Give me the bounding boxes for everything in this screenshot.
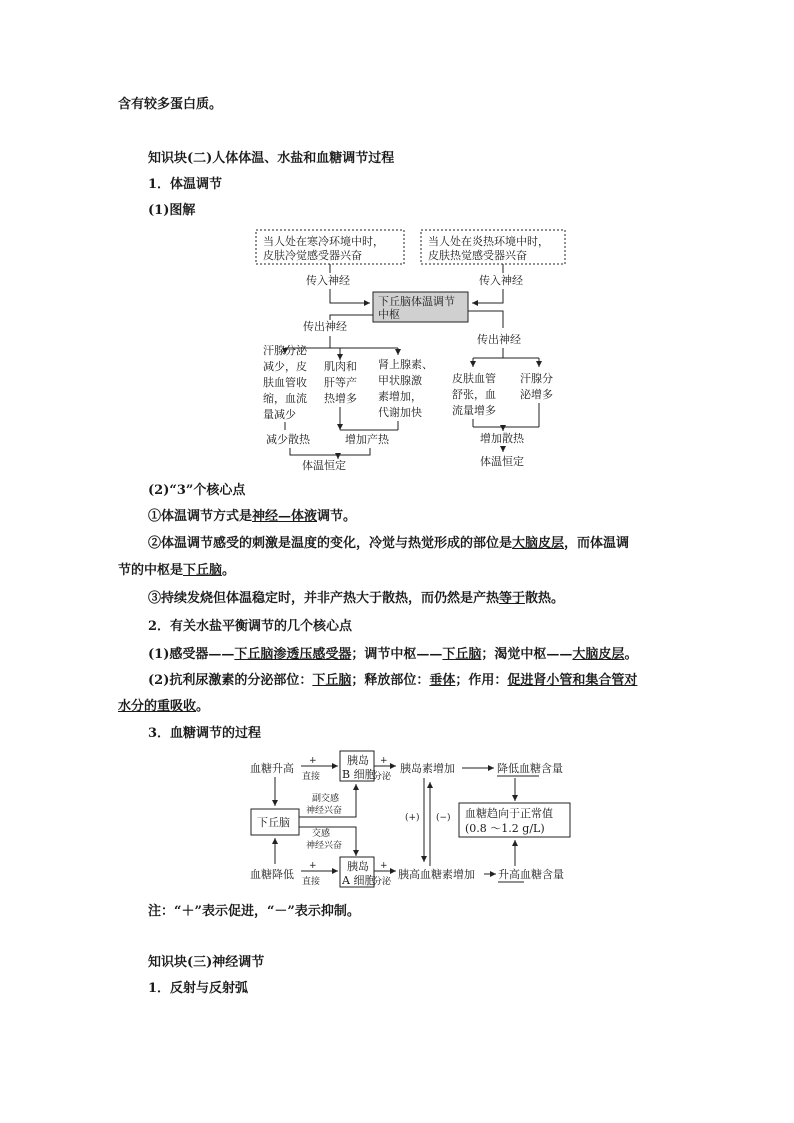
plus-bottom-2: +	[380, 861, 388, 871]
thermo-point-1: ①体温调节方式是神经—体液调节。	[148, 509, 357, 524]
insulin-increase: 胰岛素增加	[400, 762, 455, 775]
section-title: 知识块(二)人体体温、水盐和血糖调节过程	[148, 151, 395, 166]
hypothalamus-label: 下丘脑	[257, 816, 290, 829]
water-point-2a: (2)抗利尿激素的分泌部位：下丘脑；释放部位：垂体；作用：促进肾小管和集合管对	[148, 673, 638, 688]
svg-text:肝等产: 肝等产	[324, 376, 357, 389]
plus-top-1: +	[309, 756, 317, 766]
sweat-increase-text	[520, 371, 553, 401]
intro-line: 含有较多蛋白质。	[118, 97, 223, 112]
muscle-liver-text	[324, 360, 357, 405]
afferent-right-label: 传入神经	[479, 274, 523, 287]
glucose-diagram	[0, 740, 794, 890]
water-heading: 2．有关水盐平衡调节的几个核心点	[148, 619, 353, 634]
parasym-line1: 副交感	[312, 794, 340, 804]
svg-text:代谢加快: 代谢加快	[378, 406, 422, 419]
svg-text:汗腺分泌: 汗腺分泌	[263, 344, 307, 357]
glucose-note: 注：“＋”表示促进，“－”表示抑制。	[148, 904, 360, 919]
negative-label: (−)	[436, 813, 451, 823]
glucose-low: 血糖降低	[250, 868, 294, 881]
svg-text:缩，血流: 缩，血流	[263, 392, 307, 405]
raise-glucose: 升高血糖含量	[498, 868, 564, 881]
plus-bottom-1: +	[309, 861, 317, 871]
afferent-left-label: 传入神经	[306, 274, 350, 287]
svg-text:流量增多: 流量增多	[452, 404, 496, 417]
svg-text:减少，皮: 减少，皮	[263, 360, 307, 373]
positive-label: (+)	[405, 813, 420, 823]
secrete-top: 分泌	[373, 772, 392, 782]
water-point-2b: 水分的重吸收。	[118, 699, 210, 714]
svg-text:泌增多: 泌增多	[520, 388, 553, 401]
svg-text:热增多: 热增多	[324, 392, 357, 405]
normal-box-line1: 血糖趋向于正常值	[465, 807, 553, 820]
svg-text:汗腺分: 汗腺分	[520, 372, 553, 385]
increase-heat-loss-label: 增加散热	[480, 432, 524, 445]
glucagon-increase: 胰高血糖素增加	[398, 868, 475, 881]
beta-box-line2: B 细胞	[342, 768, 376, 781]
svg-text:甲状腺激: 甲状腺激	[378, 374, 422, 387]
svg-text:舒张，血: 舒张，血	[452, 388, 496, 401]
direct-bottom: 直接	[302, 877, 321, 887]
thermo-sub2: (2)“3”个核心点	[148, 483, 246, 498]
skin-vessel-dilate-text	[452, 371, 496, 417]
beta-box-line1: 胰岛	[347, 754, 369, 767]
svg-text:肾上腺素、: 肾上腺素、	[378, 358, 433, 371]
thermo-point-2b: 节的中枢是下丘脑。	[118, 563, 236, 578]
secrete-bottom: 分泌	[373, 877, 392, 887]
svg-text:皮肤血管: 皮肤血管	[452, 372, 496, 385]
svg-text:肌肉和: 肌肉和	[324, 360, 357, 373]
alpha-box-line2: A 细胞	[342, 874, 376, 887]
cold-box-line2: 皮肤冷觉感受器兴奋	[263, 249, 362, 262]
section3-title: 知识块(三)神经调节	[148, 955, 265, 970]
center-box-line1: 下丘脑体温调节	[378, 295, 455, 308]
cold-box-line1: 当人处在寒冷环境中时，	[263, 235, 384, 248]
normal-box-line2: (0.8 ～1.2 g/L)	[465, 822, 545, 835]
constant-temp-right: 体温恒定	[480, 455, 524, 468]
plus-top-2: +	[380, 756, 388, 766]
glucose-heading: 3．血糖调节的过程	[148, 726, 262, 741]
section3-heading: 1．反射与反射弧	[148, 981, 249, 996]
direct-top: 直接	[302, 772, 321, 782]
thermoregulation-diagram	[0, 0, 794, 480]
svg-text:量减少: 量减少	[263, 408, 296, 421]
thermo-sub1: (1)图解	[148, 203, 196, 218]
thermo-point-2a: ②体温调节感受的刺激是温度的变化，冷觉与热觉形成的部位是大脑皮层，而体温调	[148, 536, 630, 551]
svg-text:素增加，: 素增加，	[378, 390, 422, 403]
efferent-left-label: 传出神经	[303, 320, 347, 333]
hormone-text	[378, 357, 433, 419]
sweat-decrease-text	[263, 343, 308, 421]
hot-box-line2: 皮肤热觉感受器兴奋	[428, 249, 527, 262]
efferent-right-label: 传出神经	[477, 333, 521, 346]
sym-line2: 神经兴奋	[306, 841, 343, 851]
thermo-point-3: ③持续发烧但体温稳定时，并非产热大于散热，而仍然是产热等于散热。	[148, 591, 565, 606]
thermo-heading: 1．体温调节	[148, 177, 223, 192]
sym-line1: 交感	[312, 829, 331, 839]
alpha-box-line1: 胰岛	[347, 860, 369, 873]
constant-temp-left: 体温恒定	[302, 459, 346, 472]
glucose-high: 血糖升高	[250, 762, 294, 775]
increase-heat-prod-label: 增加产热	[345, 433, 389, 446]
hot-box-line1: 当人处在炎热环境中时，	[428, 235, 549, 248]
lower-glucose: 降低血糖含量	[497, 762, 563, 775]
reduce-heat-loss-label: 减少散热	[266, 433, 310, 446]
center-box-line2: 中枢	[378, 308, 400, 321]
water-point-1: (1)感受器——下丘脑渗透压感受器；调节中枢——下丘脑；渴觉中枢——大脑皮层。	[148, 647, 638, 662]
svg-text:肤血管收: 肤血管收	[263, 376, 307, 389]
parasym-line2: 神经兴奋	[306, 806, 343, 816]
